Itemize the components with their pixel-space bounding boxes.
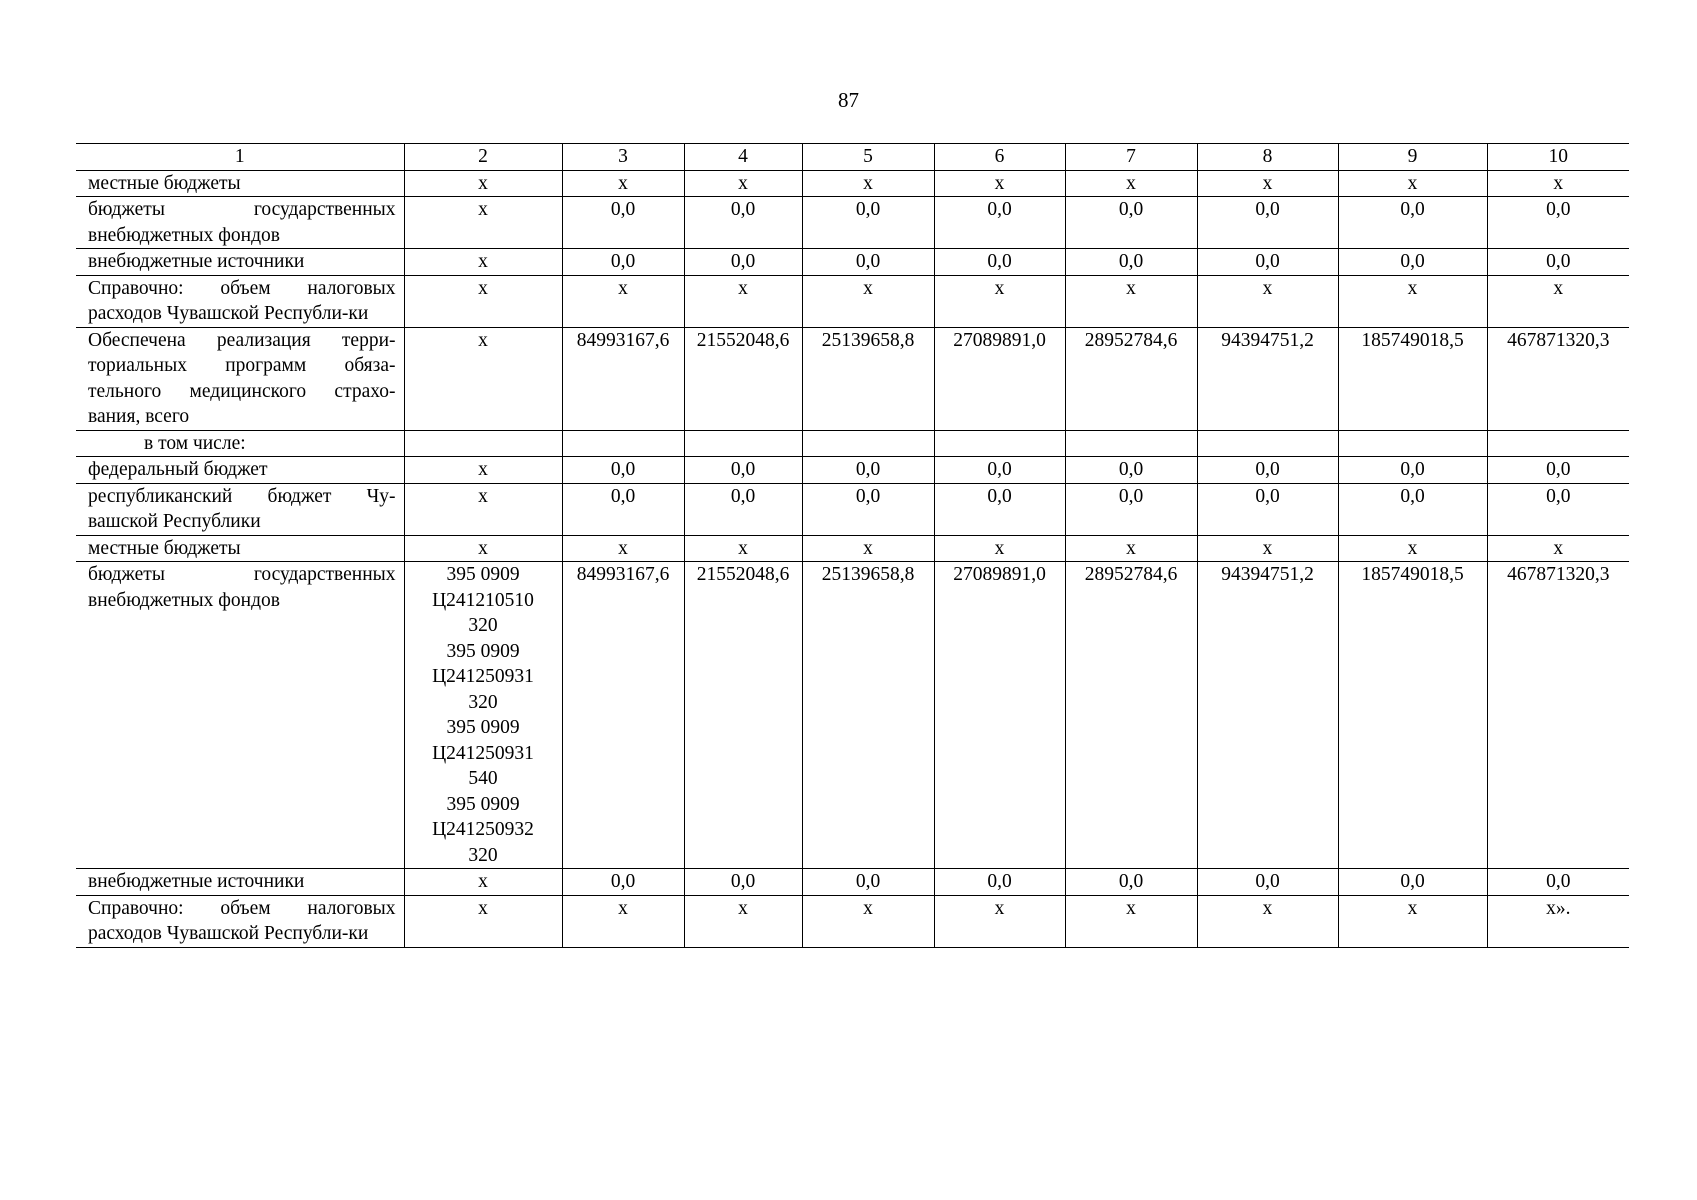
budget-codes-cell: [404, 562, 562, 869]
row-label: Справочно: объем налоговых расходов Чувашской Республи-ки: [76, 895, 404, 947]
table-row: [76, 275, 1629, 327]
column-header: 2: [404, 144, 562, 171]
table-cell: x: [684, 275, 802, 327]
table-cell: 0,0: [1338, 869, 1487, 896]
table-cell: [1197, 430, 1338, 457]
table-cell: 0,0: [1197, 483, 1338, 535]
row-label: местные бюджеты: [76, 170, 404, 197]
table-cell: x: [934, 275, 1065, 327]
table-cell: 0,0: [1197, 869, 1338, 896]
table-cell: x: [1338, 535, 1487, 562]
table-cell: x: [1065, 170, 1197, 197]
table-cell: x: [1197, 895, 1338, 947]
table-cell: 0,0: [802, 197, 934, 249]
table-cell: x: [404, 869, 562, 896]
page-number: 87: [838, 88, 859, 112]
table-row: [76, 562, 1629, 869]
table-cell: x: [802, 535, 934, 562]
table-row: [76, 170, 1629, 197]
table-cell: 0,0: [1487, 197, 1629, 249]
budget-code: Ц241210510: [432, 589, 534, 611]
table-cell: x: [1197, 535, 1338, 562]
table-cell: 0,0: [684, 249, 802, 276]
table-cell: x: [684, 535, 802, 562]
table-cell: 0,0: [802, 869, 934, 896]
table-cell: x: [1487, 535, 1629, 562]
table-cell: x: [1338, 895, 1487, 947]
table-cell: [684, 430, 802, 457]
table-row: [76, 869, 1629, 896]
table-cell: 0,0: [1065, 869, 1197, 896]
table-cell: 0,0: [1487, 249, 1629, 276]
budget-code: Ц241250931: [432, 742, 534, 764]
table-cell: x: [1338, 275, 1487, 327]
budget-code: 395 0909: [446, 640, 520, 662]
row-label: Справочно: объем налоговых расходов Чувашской Республи-ки: [76, 275, 404, 327]
table-cell: 0,0: [1487, 483, 1629, 535]
row-label: внебюджетные источники: [76, 249, 404, 276]
table-cell: x».: [1487, 895, 1629, 947]
table-cell: 467871320,3: [1487, 562, 1629, 869]
table-cell: 0,0: [802, 457, 934, 484]
table-cell: x: [562, 170, 684, 197]
column-header: 9: [1338, 144, 1487, 171]
budget-code: Ц241250932: [432, 819, 534, 840]
table-cell: x: [1197, 170, 1338, 197]
table-cell: 0,0: [1338, 197, 1487, 249]
table-cell: 0,0: [1338, 457, 1487, 484]
table-cell: 21552048,6: [684, 562, 802, 869]
table-header-row: [76, 144, 1629, 171]
budget-code: 395 0909: [446, 793, 520, 815]
table-cell: x: [562, 275, 684, 327]
table-cell: x: [404, 249, 562, 276]
table-row: [76, 327, 1629, 430]
row-label: внебюджетные источники: [76, 869, 404, 896]
table-cell: 0,0: [1197, 197, 1338, 249]
row-label: в том числе:: [76, 430, 404, 457]
column-header: 4: [684, 144, 802, 171]
table-cell: 21552048,6: [684, 327, 802, 430]
table-cell: 0,0: [562, 457, 684, 484]
table-cell: [1065, 430, 1197, 457]
table-cell: x: [802, 275, 934, 327]
table-row: [76, 249, 1629, 276]
table-cell: 84993167,6: [562, 562, 684, 869]
table-cell: 27089891,0: [934, 327, 1065, 430]
table-cell: [562, 430, 684, 457]
table-cell: 94394751,2: [1197, 327, 1338, 430]
table-cell: x: [404, 895, 562, 947]
budget-code: 320: [468, 844, 498, 866]
table-cell: x: [404, 275, 562, 327]
table-cell: x: [404, 327, 562, 430]
table-cell: 28952784,6: [1065, 562, 1197, 869]
table-cell: [1487, 430, 1629, 457]
table-cell: 0,0: [802, 249, 934, 276]
table-cell: x: [934, 895, 1065, 947]
table-cell: 0,0: [1487, 457, 1629, 484]
column-header: 3: [562, 144, 684, 171]
table-cell: [934, 430, 1065, 457]
table-cell: [802, 430, 934, 457]
table-cell: 0,0: [1338, 249, 1487, 276]
column-header: 8: [1197, 144, 1338, 171]
table-cell: x: [1487, 170, 1629, 197]
table-cell: 0,0: [802, 483, 934, 535]
budget-code: Ц241250931: [432, 666, 534, 687]
table-cell: 28952784,6: [1065, 327, 1197, 430]
row-label: федеральный бюджет: [76, 457, 404, 484]
column-header: 10: [1487, 144, 1629, 171]
table-cell: x: [404, 457, 562, 484]
column-header: 7: [1065, 144, 1197, 171]
table-cell: x: [1197, 275, 1338, 327]
table-cell: 0,0: [934, 457, 1065, 484]
table-row: [76, 483, 1629, 535]
table-cell: x: [934, 535, 1065, 562]
column-header: 6: [934, 144, 1065, 171]
table-cell: x: [1065, 895, 1197, 947]
table-cell: 84993167,6: [562, 327, 684, 430]
table-cell: x: [404, 483, 562, 535]
table-cell: x: [1065, 275, 1197, 327]
table-cell: x: [404, 535, 562, 562]
table-row: [76, 197, 1629, 249]
table-cell: 0,0: [1065, 249, 1197, 276]
table-cell: 25139658,8: [802, 562, 934, 869]
table-cell: x: [404, 170, 562, 197]
row-label: бюджеты государственных внебюджетных фондов: [76, 197, 404, 249]
table-cell: 94394751,2: [1197, 562, 1338, 869]
table-cell: 0,0: [934, 197, 1065, 249]
table-cell: 185749018,5: [1338, 562, 1487, 869]
table-cell: x: [404, 197, 562, 249]
table-cell: 0,0: [934, 869, 1065, 896]
row-label: бюджеты государственных внебюджетных фондов: [76, 562, 404, 869]
table-cell: 0,0: [684, 483, 802, 535]
budget-code: 395 0909: [446, 564, 520, 585]
table-cell: x: [562, 535, 684, 562]
table-cell: 185749018,5: [1338, 327, 1487, 430]
budget-code: 320: [468, 691, 498, 713]
table-cell: [404, 430, 562, 457]
column-header: 5: [802, 144, 934, 171]
table-cell: 25139658,8: [802, 327, 934, 430]
table-row: [76, 895, 1629, 947]
table-cell: x: [1338, 170, 1487, 197]
table-row: [76, 535, 1629, 562]
budget-code: 320: [468, 615, 498, 636]
column-header: 1: [76, 144, 404, 171]
table-cell: 0,0: [562, 483, 684, 535]
table-cell: x: [684, 895, 802, 947]
table-cell: 0,0: [934, 483, 1065, 535]
table-cell: 0,0: [1197, 457, 1338, 484]
table-row: [76, 457, 1629, 484]
table-cell: x: [802, 170, 934, 197]
table-cell: 467871320,3: [1487, 327, 1629, 430]
table-cell: [1338, 430, 1487, 457]
table-cell: 0,0: [562, 197, 684, 249]
table-row: [76, 430, 1629, 457]
row-label: местные бюджеты: [76, 535, 404, 562]
row-label: Обеспечена реализация терри-ториальных программ обяза-тельного медицинского страхо-вания, всего: [76, 327, 404, 430]
table-cell: x: [1065, 535, 1197, 562]
table-cell: 0,0: [934, 249, 1065, 276]
budget-code: 395 0909: [446, 717, 520, 738]
table-cell: x: [934, 170, 1065, 197]
table-cell: x: [562, 895, 684, 947]
budget-table: [76, 143, 1629, 948]
table-cell: 0,0: [1065, 457, 1197, 484]
row-label: республиканский бюджет Чу-вашской Республики: [76, 483, 404, 535]
table-cell: 0,0: [684, 869, 802, 896]
table-cell: 0,0: [1065, 483, 1197, 535]
table-cell: 0,0: [684, 457, 802, 484]
table-cell: 0,0: [562, 869, 684, 896]
table-cell: x: [802, 895, 934, 947]
table-cell: 0,0: [562, 249, 684, 276]
table-cell: 0,0: [1338, 483, 1487, 535]
table-cell: x: [1487, 275, 1629, 327]
table-cell: 0,0: [1487, 869, 1629, 896]
table-cell: 0,0: [684, 197, 802, 249]
table-cell: 0,0: [1065, 197, 1197, 249]
table-cell: 0,0: [1197, 249, 1338, 276]
table-cell: 27089891,0: [934, 562, 1065, 869]
budget-code: 540: [468, 768, 498, 789]
table-cell: x: [684, 170, 802, 197]
